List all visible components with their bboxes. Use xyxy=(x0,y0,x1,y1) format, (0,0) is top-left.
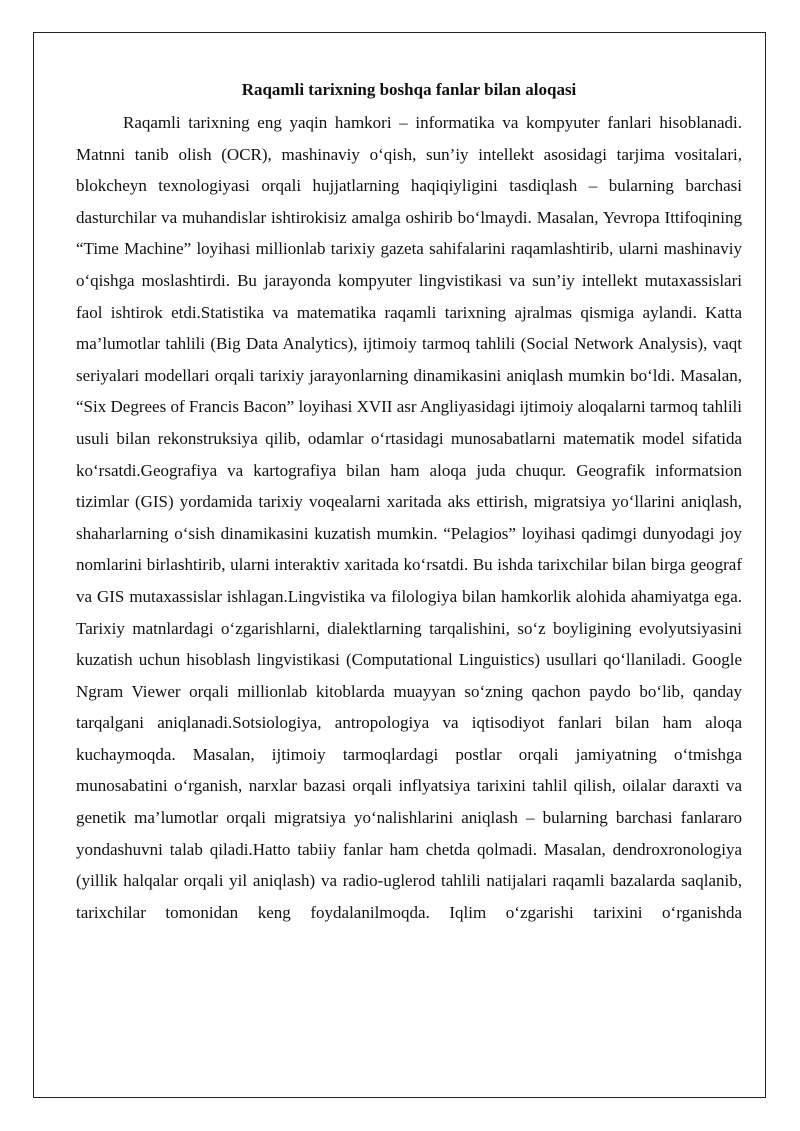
body-paragraph: Raqamli tarixning eng yaqin hamkori – informatika va kompyuter fanlari hisoblanadi. Matnni tanib olish (OCR), mashinaviy o‘qish, sun’iy intellekt asosidagi tarjima vositalari, blokcheyn texnologiyasi orqali hujjatlarning haqiqiyligini tasdiqlash – bularning barchasi dasturchilar va muhandislar ishtirokisiz amalga oshirib bo‘lmaydi. Masalan, Yevropa Ittifoqining “Time Machine” loyihasi millionlab tarixiy gazeta sahifalarini raqamlashtirib, ularni mashinaviy o‘qishga moslashtirdi. Bu jarayonda kompyuter lingvistikasi va sun’iy intellekt mutaxassislari faol ishtirok etdi.Statistika va matematika raqamli tarixning ajralmas qismiga aylandi. Katta ma’lumotlar tahlili (Big Data Analytics), ijtimoiy tarmoq tahlili (Social Network Analysis), vaqt seriyalari modellari orqali tarixiy jarayonlarning dinamikasini aniqlash mumkin bo‘ldi. Masalan, “Six Degrees of Francis Bacon” loyihasi XVII asr Angliyasidagi ijtimoiy aloqalarni tarmoq tahlili usuli bilan rekonstruksiya qilib, odamlar o‘rtasidagi munosabatlarni matematik model sifatida ko‘rsatdi.Geografiya va kartografiya bilan ham aloqa juda chuqur. Geografik informatsion tizimlar (GIS) yordamida tarixiy voqealarni xaritada aks ettirish, migratsiya yo‘llarini aniqlash, shaharlarning o‘sish dinamikasini kuzatish mumkin. “Pelagios” loyihasi qadimgi dunyodagi joy nomlarini birlashtirib, ularni interaktiv xaritada ko‘rsatdi. Bu ishda tarixchilar bilan birga geograf va GIS mutaxassislar ishlagan.Lingvistika va filologiya bilan hamkorlik alohida ahamiyatga ega. Tarixiy matnlardagi o‘zgarishlarni, dialektlarning tarqalishini, so‘z boyligining evolyutsiyasini kuzatish uchun hisoblash lingvistikasi (Computational Linguistics) usullari qo‘llaniladi. Google Ngram Viewer orqali millionlab kitoblarda muayyan so‘zning qachon paydo bo‘lib, qanday tarqalgani aniqlanadi.Sotsiologiya, antropologiya va iqtisodiyot fanlari bilan ham aloqa kuchaymoqda. Masalan, ijtimoiy tarmoqlardagi postlar orqali jamiyatning o‘tmishga munosabatini o‘rganish, narxlar bazasi orqali inflyatsiya tarixini tahlil qilish, oilalar daraxti va genetik ma’lumotlar orqali migratsiya yo‘nalishlarini aniqlash – bularning barchasi fanlararo yondashuvni talab qiladi.Hatto tabiiy fanlar ham chetda qolmadi. Masalan, dendroxronologiya (yillik halqalar orqali yil aniqlash) va radio-uglerod tahlili natijalari raqamli bazalarda saqlanib, tarixchilar tomonidan keng foydalanilmoqda. Iqlim o‘zgarishi tarixini o‘rganishda xyxy=(76,113,742,922)
document-title: Raqamli tarixning boshqa fanlar bilan aloqasi xyxy=(241,80,577,99)
document-content xyxy=(76,79,742,928)
